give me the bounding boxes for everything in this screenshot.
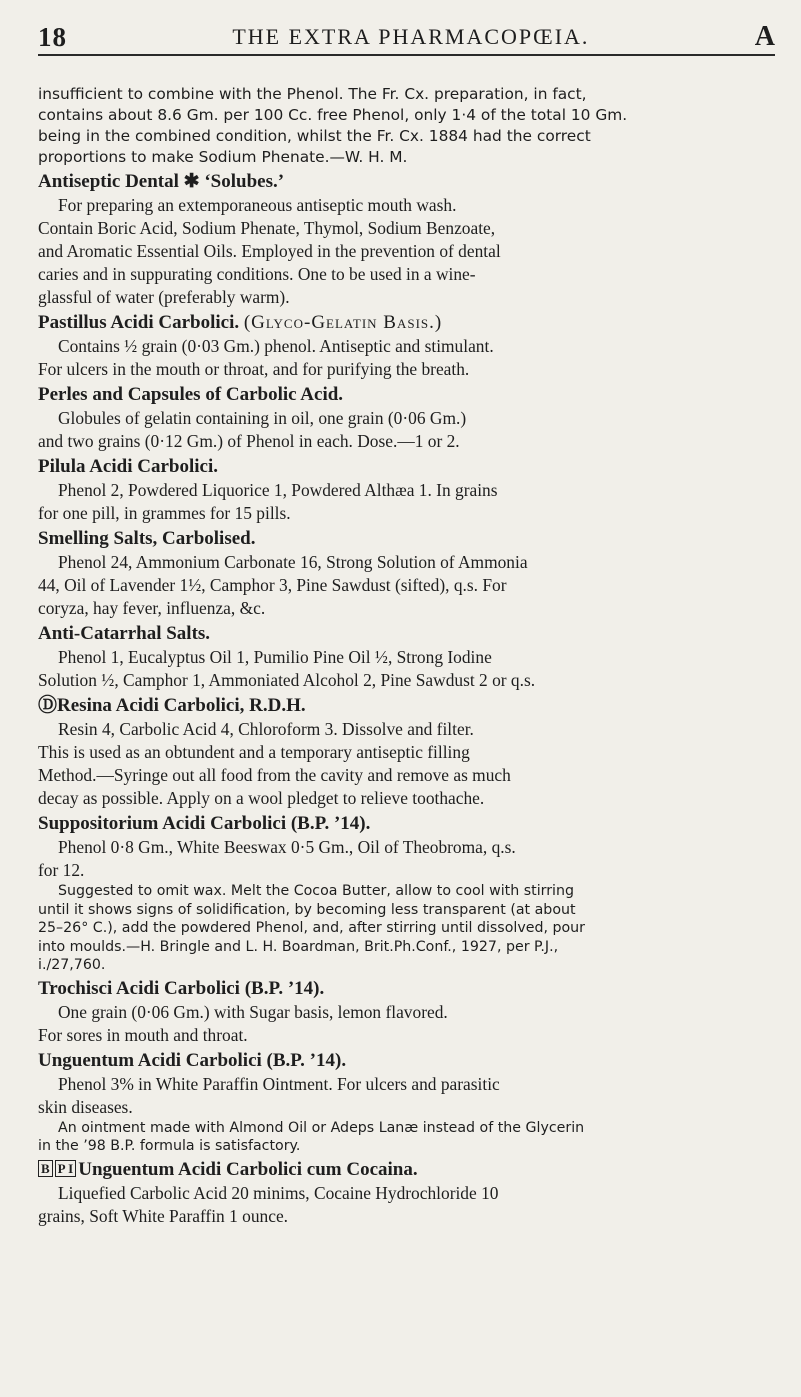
poison-schedule-badge-icon: B: [38, 1160, 53, 1177]
entry-heading: [38, 310, 778, 335]
entry-pilula-acidi-carbolici: [38, 454, 778, 525]
entry-smelling-salts: [38, 526, 778, 620]
entry-line: Contains ½ grain (0·03 Gm.) phenol. Antiseptic and stimulant.: [58, 336, 494, 356]
entry-line: Method.—Syringe out all food from the cavity and remove as much: [38, 765, 511, 785]
entry-line: for 12.: [38, 860, 85, 880]
dental-symbol-icon: Ⓓ: [38, 695, 58, 716]
entry-line: grains, Soft White Paraffin 1 ounce.: [38, 1205, 289, 1226]
entry-antiseptic-dental-solubes: [38, 169, 778, 309]
entry-heading: Smelling Salts, Carbolised.: [38, 528, 256, 549]
entry-line: Resin 4, Carbolic Acid 4, Chloroform 3. Dissolve and filter.: [58, 719, 474, 739]
entry-note-line: An ointment made with Almond Oil or Adeps Lanæ instead of the Glycerin: [58, 1119, 585, 1136]
entry-line: 44, Oil of Lavender 1½, Camphor 3, Pine Sawdust (sifted), q.s. For: [38, 575, 507, 595]
entry-heading-title: Unguentum Acidi Carbolici cum Cocaina.: [78, 1158, 418, 1180]
entry-anti-catarrhal-salts: [38, 621, 778, 692]
entry-heading-title: Resina Acidi Carbolici, R.D.H.: [57, 695, 306, 716]
entry-heading: Suppositorium Acidi Carbolici (B.P. ’14).: [38, 813, 371, 834]
entry-line: Phenol 0·8 Gm., White Beeswax 0·5 Gm., Oil of Theobroma, q.s.: [58, 837, 516, 857]
running-header: [38, 20, 775, 56]
entry-unguentum-acidi-carbolici: [38, 1048, 778, 1156]
entry-heading-title: Pastillus Acidi Carbolici.: [38, 312, 240, 333]
page-number: 18: [38, 21, 67, 52]
entry-pastillus-acidi-carbolici: [38, 310, 778, 381]
entry-heading: [38, 693, 778, 718]
entry-heading-subtitle: (Glyco-Gelatin Basis.): [243, 312, 443, 333]
intro-line: proportions to make Sodium Phenate.—W. H. M.: [38, 148, 408, 166]
entry-line: skin diseases.: [38, 1096, 133, 1117]
running-title: THE EXTRA PHARMACOPŒIA.: [232, 24, 590, 49]
entry-note-line: until it shows signs of solidification, by becoming less transparent (at about: [38, 901, 576, 918]
entry-note-line: i./27,760.: [38, 957, 106, 973]
entry-line: For sores in mouth and throat.: [38, 1024, 248, 1045]
entry-heading: Anti-Catarrhal Salts.: [38, 623, 211, 644]
entry-line: Globules of gelatin containing in oil, one grain (0·06 Gm.): [58, 408, 467, 428]
entry-note-line: Suggested to omit wax. Melt the Cocoa Butter, allow to cool with stirring: [58, 883, 574, 899]
poison-schedule-badge-icon: P I: [55, 1160, 77, 1177]
entry-heading: Antiseptic Dental ✱ ‘Solubes.’: [38, 171, 285, 192]
intro-line: contains about 8.6 Gm. per 100 Cc. free Phenol, only 1·4 of the total 10 Gm.: [38, 106, 628, 124]
entry-line: One grain (0·06 Gm.) with Sugar basis, lemon flavored.: [58, 1001, 448, 1022]
entry-unguentum-cum-cocaina: [38, 1157, 778, 1228]
entry-line: Contain Boric Acid, Sodium Phenate, Thymol, Sodium Benzoate,: [38, 218, 496, 238]
entry-note-line: into moulds.—H. Bringle and L. H. Boardman, Brit.Ph.Conf., 1927, per P.J.,: [38, 938, 559, 955]
entry-resina-acidi-carbolici: [38, 693, 778, 810]
entry-line: Solution ½, Camphor 1, Ammoniated Alcohol 2, Pine Sawdust 2 or q.s.: [38, 670, 536, 690]
entry-line: For ulcers in the mouth or throat, and for purifying the breath.: [38, 359, 470, 379]
entry-heading: Unguentum Acidi Carbolici (B.P. ’14).: [38, 1049, 347, 1071]
entry-perles-capsules: [38, 382, 778, 453]
entry-suppositorium-acidi-carbolici: [38, 811, 778, 975]
entry-line: Liquefied Carbolic Acid 20 minims, Cocaine Hydrochloride 10: [58, 1182, 499, 1203]
intro-line: being in the combined condition, whilst the Fr. Cx. 1884 had the correct: [38, 127, 591, 145]
intro-paragraph: [38, 84, 778, 168]
entry-note-line: 25–26° C.), add the powdered Phenol, and, after stirring until dissolved, pour: [38, 920, 585, 936]
entry-heading: [38, 1157, 778, 1182]
entry-line: Phenol 24, Ammonium Carbonate 16, Strong Solution of Ammonia: [58, 552, 528, 572]
entry-trochisci-acidi-carbolici: [38, 976, 778, 1047]
entry-heading: Pilula Acidi Carbolici.: [38, 456, 218, 477]
entry-line: This is used as an obtundent and a temporary antiseptic filling: [38, 742, 470, 762]
entry-line: and two grains (0·12 Gm.) of Phenol in each. Dose.—1 or 2.: [38, 431, 460, 451]
entry-line: Phenol 2, Powdered Liquorice 1, Powdered Althæa 1. In grains: [58, 480, 498, 500]
entry-heading: Trochisci Acidi Carbolici (B.P. ’14).: [38, 977, 325, 999]
entry-line: For preparing an extemporaneous antiseptic mouth wash.: [58, 195, 457, 215]
entry-line: Phenol 1, Eucalyptus Oil 1, Pumilio Pine Oil ½, Strong Iodine: [58, 647, 492, 667]
entry-heading: Perles and Capsules of Carbolic Acid.: [38, 384, 344, 405]
section-letter: A: [754, 21, 775, 52]
entry-line: coryza, hay fever, influenza, &c.: [38, 598, 266, 618]
intro-line: insufficient to combine with the Phenol. The Fr. Cx. preparation, in fact,: [38, 85, 587, 103]
entry-line: decay as possible. Apply on a wool pledget to relieve toothache.: [38, 788, 485, 808]
entry-line: Phenol 3% in White Paraffin Ointment. For ulcers and parasitic: [58, 1073, 500, 1094]
entry-line: and Aromatic Essential Oils. Employed in the prevention of dental: [38, 241, 501, 261]
entry-note-line: in the ’98 B.P. formula is satisfactory.: [38, 1138, 301, 1154]
entry-line: caries and in suppurating conditions. One to be used in a wine-: [38, 264, 476, 284]
entry-line: glassful of water (preferably warm).: [38, 287, 290, 307]
entry-line: for one pill, in grammes for 15 pills.: [38, 503, 291, 523]
page-body: [38, 84, 778, 1228]
